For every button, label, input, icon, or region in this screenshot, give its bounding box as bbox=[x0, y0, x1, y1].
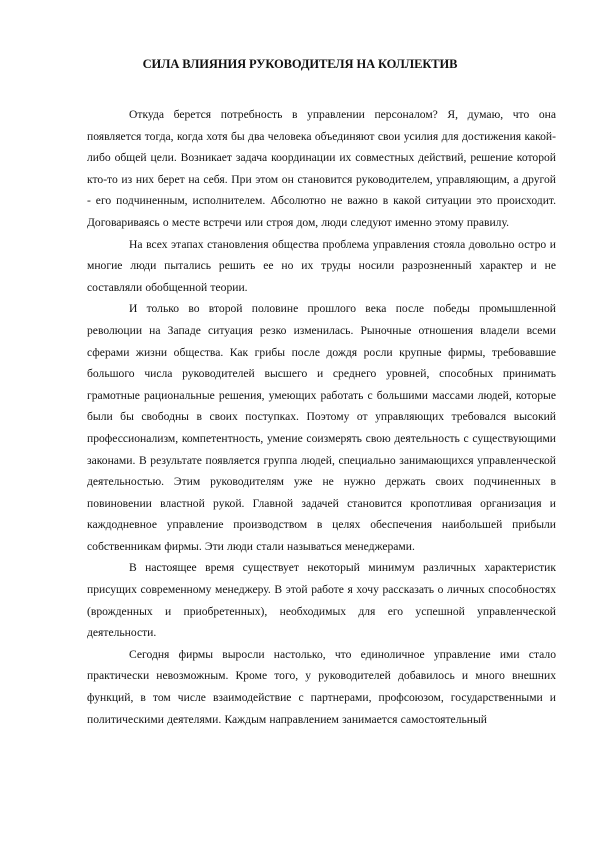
paragraph-1: Откуда берется потребность в управлении персоналом? Я, думаю, что она появляется тогда, когда хотя бы два человека объединяют свои усилия для достижения какой-либо общей цели. Возникает задача координации их совместных действий, решение которой кто-то из них берет на себя. При этом он становится руководителем, управляющим, а другой - его подчиненным, исполнителем. Абсолютно не важно в какой ситуации это происходит. Договариваясь о месте встречи или строя дом, люди следуют именно этому правилу. bbox=[87, 108, 556, 229]
document-body bbox=[87, 104, 556, 730]
paragraph-5: Сегодня фирмы выросли настолько, что единоличное управление ими стало практически невозможным. Кроме того, у руководителей добавилось и много внешних функций, в том числе взаимодействие с партнерами, профсоюзом, государственными и политическими деятелями. Каждым направлением занимается самостоятельный bbox=[87, 647, 556, 726]
document-title: СИЛА ВЛИЯНИЯ РУКОВОДИТЕЛЯ НА КОЛЛЕКТИВ bbox=[142, 57, 458, 71]
paragraph-4: В настоящее время существует некоторый минимум различных характеристик присущих современному менеджеру. В этой работе я хочу рассказать о личных способностях (врожденных и приобретенных), необходимых для его успешной управленческой деятельности. bbox=[87, 561, 556, 640]
paragraph-2: На всех этапах становления общества проблема управления стояла довольно остро и многие люди пытались решить ее но их труды носили разрозненный характер и не составляли обобщенной теории. bbox=[87, 237, 556, 294]
paragraph-3: И только во второй половине прошлого века после победы промышленной революции на Западе ситуация резко изменилась. Рыночные отношения владели всеми сферами жизни общества. Как грибы после дождя росли крупные фирмы, требовавшие большого числа руководителей высшего и среднего уровней, способных принимать грамотные рациональные решения, умеющих работать с большими массами людей, которые были бы свободны в своих поступках. Поэтому от управляющих требовался высокий профессионализм, компетентность, умение соизмерять свою деятельность с существующими законами. В результате появляется группа людей, специально занимающихся управленческой деятельностью. Этим руководителям уже не нужно держать своих подчиненных в повиновении властной рукой. Главной задачей становится кропотливая организация и каждодневное управление производством в целях обеспечения наибольшей прибыли собственникам фирмы. Эти люди стали называться менеджерами. bbox=[87, 302, 556, 553]
